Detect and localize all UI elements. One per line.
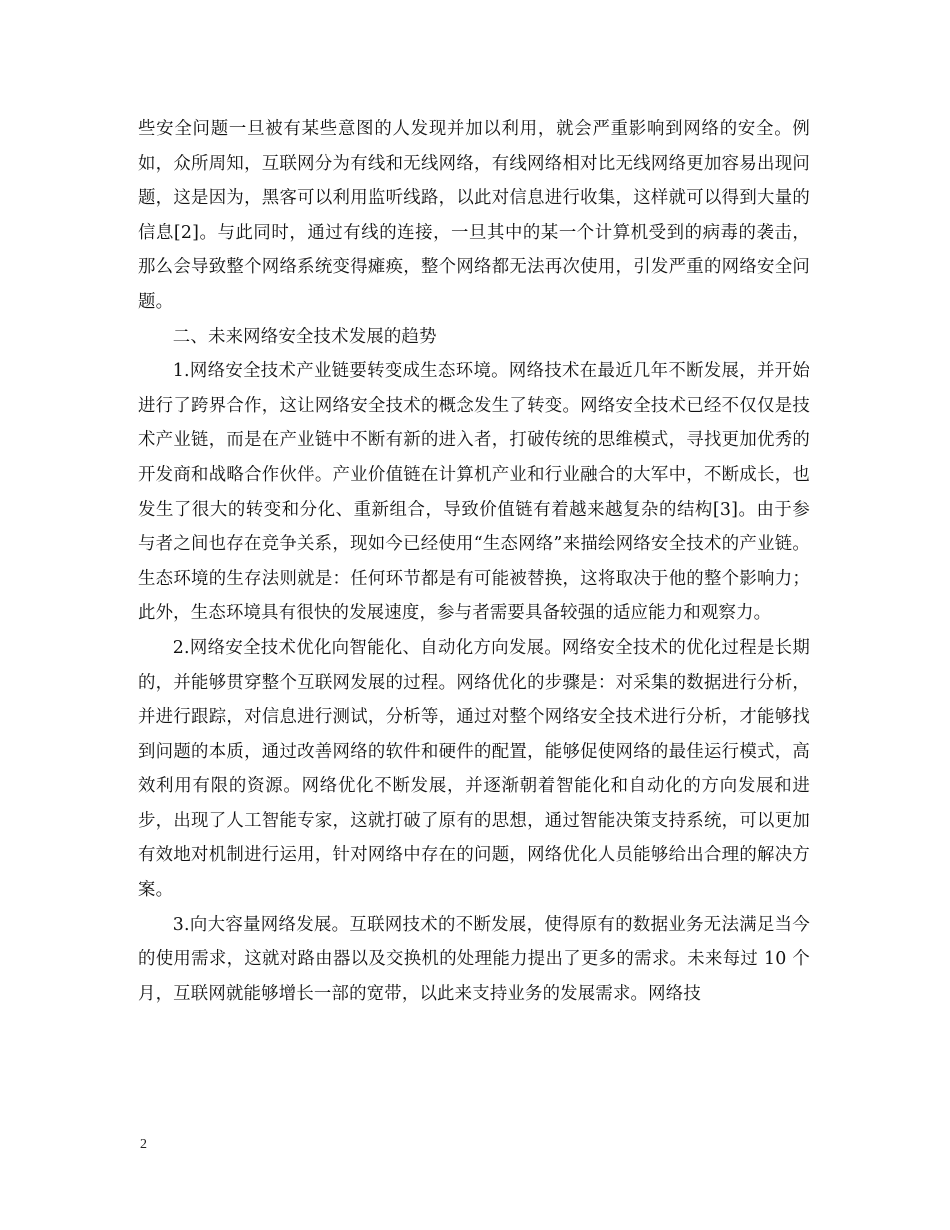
paragraph-item-1: 1.网络安全技术产业链要转变成生态环境。网络技术在最近几年不断发展，并开始进行了跨界合作，这让网络安全技术的概念发生了转变。网络安全技术已经不仅仅是技术产业链，而是在产业链中不断有新的进入者，打破传统的思维模式，寻找更加优秀的开发商和战略合作伙伴。产业价值链在计算机产业和行业融合的大军中，不断成长，也发生了很大的转变和分化、重新组合，导致价值链有着越来越复杂的结构[3]。由于参与者之间也存在竞争关系，现如今已经使用“生态网络”来描绘网络安全技术的产业链。生态环境的生存法则就是：任何环节都是有可能被替换，这将取决于他的整个影响力；此外，生态环境具有很快的发展速度，参与者需要具备较强的适应能力和观察力。 — [138, 361, 810, 624]
paragraph-item-3: 3.向大容量网络发展。互联网技术的不断发展，使得原有的数据业务无法满足当今的使用需求，这就对路由器以及交换机的处理能力提出了更多的需求。未来每过 10 个月，互联网就能够增长一部的宽带，以此来支持业务的发展需求。网络技 — [138, 914, 810, 1004]
body-text — [138, 112, 810, 1011]
paragraph-item-2: 2.网络安全技术优化向智能化、自动化方向发展。网络安全技术的优化过程是长期的，并能够贯穿整个互联网发展的过程。网络优化的步骤是：对采集的数据进行分析，并进行跟踪，对信息进行测试，分析等，通过对整个网络安全技术进行分析，才能够找到问题的本质，通过改善网络的软件和硬件的配置，能够促使网络的最佳运行模式，高效利用有限的资源。网络优化不断发展，并逐渐朝着智能化和自动化的方向发展和进步，出现了人工智能专家，这就打破了原有的思想，通过智能决策支持系统，可以更加有效地对机制进行运用，针对网络中存在的问题，网络优化人员能够给出合理的解决方案。 — [138, 637, 810, 901]
paragraph-continuation: 些安全问题一旦被有某些意图的人发现并加以利用，就会严重影响到网络的安全。例如，众所周知，互联网分为有线和无线网络，有线网络相对比无线网络更加容易出现问题，这是因为，黑客可以利用监听线路，以此对信息进行收集，这样就可以得到大量的信息[2]。与此同时，通过有线的连接，一旦其中的某一个计算机受到的病毒的袭击，那么会导致整个网络系统变得瘫痪，整个网络都无法再次使用，引发严重的网络安全问题。 — [138, 119, 810, 312]
page-number: 2 — [140, 1137, 147, 1152]
section-heading: 二、未来网络安全技术发展的趋势 — [172, 326, 437, 347]
